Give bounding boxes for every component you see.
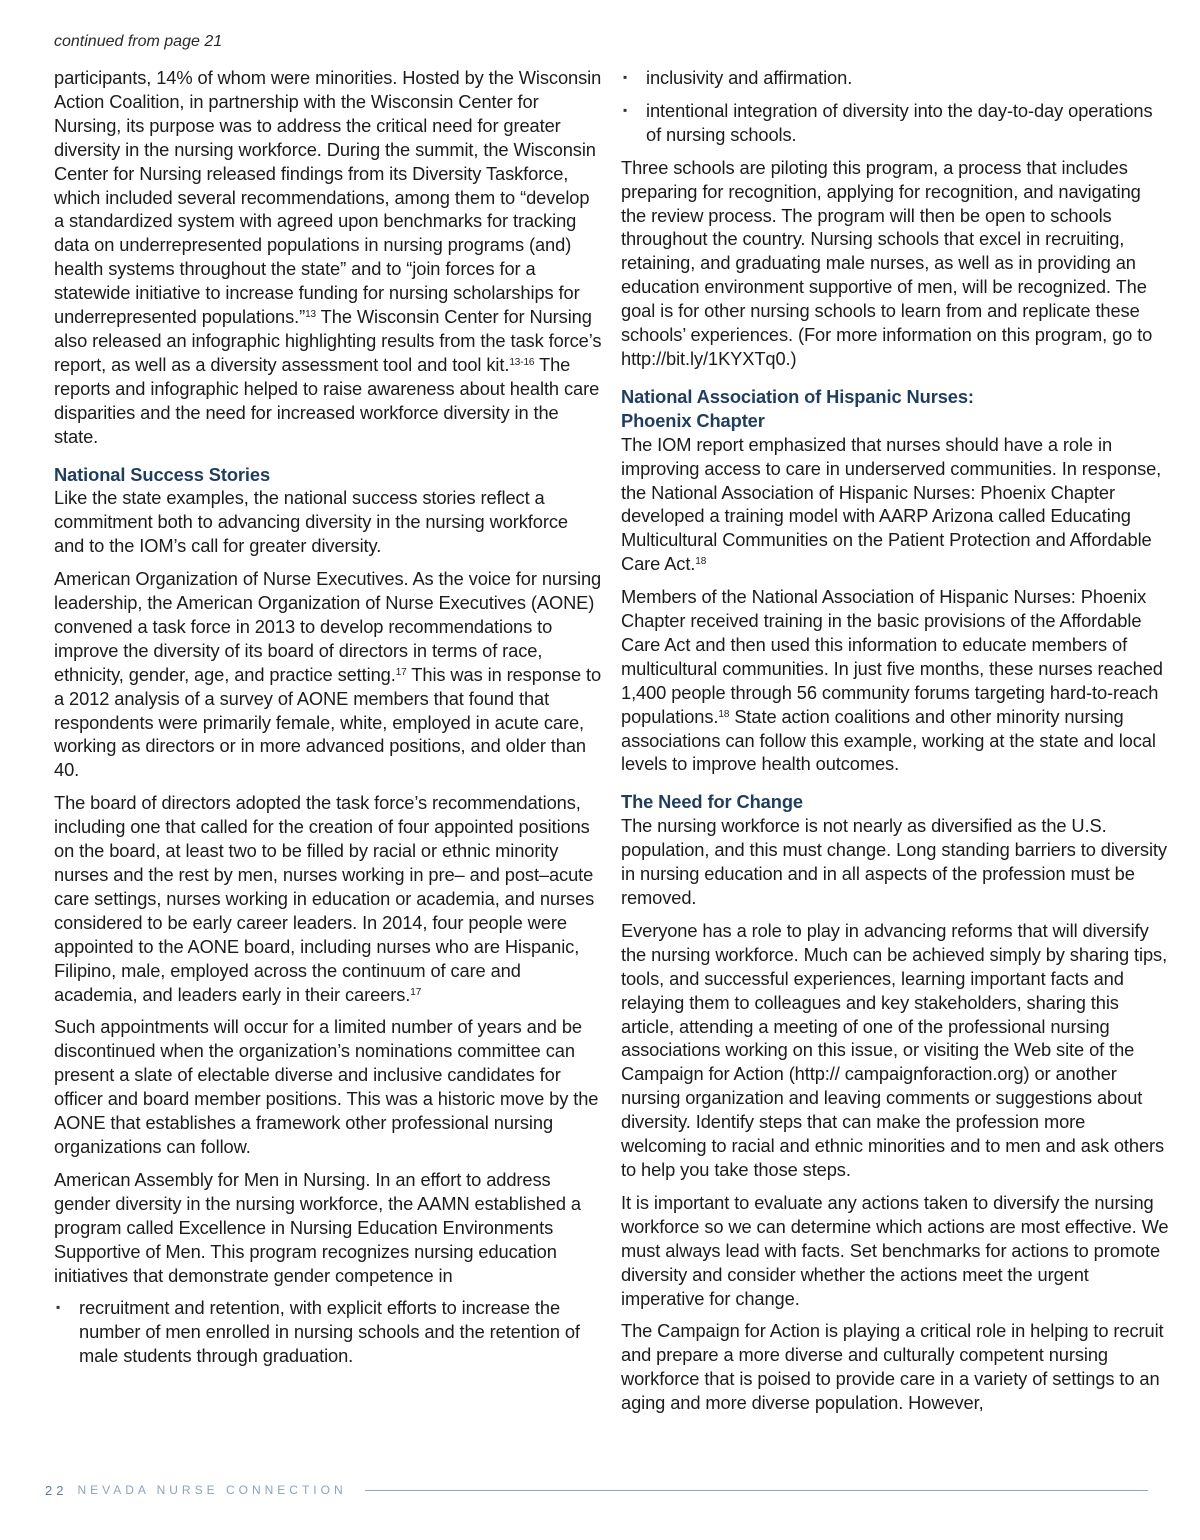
paragraph: The Campaign for Action is playing a critical role in helping to recruit and prepare a more diverse and culturally competent nursing workforce that is poised to provide care in a variety of settings to an aging and more diverse population. However,	[621, 1320, 1164, 1414]
paragraph: The board of directors adopted the task force’s recommendations, including one that called for the creation of four appointed positions on the board, at least two to be filled by racial or ethnic minority nurses and the rest by men, nurses working in pre– and post–acute care settings, nurses working in education or academia, and nurses considered to be early career leaders. In 2014, four people were appointed to the AONE board, including nurses who are Hispanic, Filipino, male, employed across the continuum of care and academia, and leaders early in their careers.$^{17}$	[54, 792, 595, 1005]
bullet-list	[621, 66, 1169, 147]
footer-rule	[365, 1490, 1148, 1491]
publication-name: NEVADA NURSE CONNECTION	[77, 1483, 347, 1497]
bullet-list	[54, 1296, 602, 1368]
paragraph: Like the state examples, the national success stories reflect a commitment both to advancing diversity in the nursing workforce and to the IOM’s call for greater diversity.	[54, 487, 568, 557]
square-bullet-icon: ▪	[623, 102, 628, 117]
list-item: ▪ recruitment and retention, with explicit efforts to increase the number of men enrolled in nursing schools and the retention of male students through graduation.	[56, 1297, 580, 1367]
left-column	[54, 66, 602, 1377]
continued-note: continued from page 21	[54, 33, 223, 50]
paragraph: Such appointments will occur for a limited number of years and be discontinued when the organization’s nominations committee can present a slate of electable diverse and inclusive candidates for officer and board member positions. This was a historic move by the AONE that establishes a framework other professional nursing organizations can follow.	[54, 1016, 599, 1157]
paragraph: American Assembly for Men in Nursing. In an effort to address gender diversity in the nursing workforce, the AAMN established a program called Excellence in Nursing Education Environments Supportive of Men. This program recognizes nursing education initiatives that demonstrate gender competence in	[54, 1168, 581, 1286]
section-heading-national-success-stories: National Success Stories	[54, 463, 271, 485]
list-item: ▪ inclusivity and affirmation.	[623, 67, 853, 88]
square-bullet-icon: ▪	[56, 1300, 61, 1315]
list-item: ▪ intentional integration of diversity into the day-to-day operations of nursing schools.	[623, 99, 1153, 145]
paragraph: Everyone has a role to play in advancing reforms that will diversify the nursing workforce. Much can be achieved simply by sharing tips, tools, and successful experiences, learning important facts and relaying them to colleagues and key stakeholders, sharing this article, attending a meeting of one of the professional nursing associations working on this issue, or visiting the Web site of the Campaign for Action (http:// campaignforaction.org) or another nursing organization and leaving comments or suggestions about diversity. Identify steps that can make the profession more welcoming to racial and ethnic minorities and to men and ask others to help you take those steps.	[621, 919, 1168, 1180]
paragraph: The nursing workforce is not nearly as diversified as the U.S. population, and this must change. Long standing barriers to diversity in nursing education and in all aspects of the profession must be removed.	[621, 815, 1167, 908]
paragraph: participants, 14% of whom were minorities. Hosted by the Wisconsin Action Coalition, in partnership with the Wisconsin Center for Nursing, its purpose was to address the critical need for greater diversity in the nursing workforce. During the summit, the Wisconsin Center for Nursing released findings from its Diversity Taskforce, which included several recommendations, among them to “develop a standardized system with agreed upon benchmarks for tracking data on underrepresented populations in nursing programs (and) health systems throughout the state” and to “join forces for a statewide initiative to increase funding for nursing scholarships for underrepresented populations.”$^{13}$ The Wisconsin Center for Nursing also released an infographic highlighting results from the task force’s report, as well as a diversity assessment tool and tool kit.$^{13-16}$ The reports and infographic helped to raise awareness about health care disparities and the need for increased workforce diversity in the state.	[54, 67, 602, 447]
section-heading-nahn-phoenix: National Association of Hispanic Nurses: Phoenix Chapter	[621, 385, 974, 431]
section-heading-need-for-change: The Need for Change	[621, 791, 803, 813]
paragraph: It is important to evaluate any actions taken to diversify the nursing workforce so we can determine which actions are most effective. We must always lead with facts. Set benchmarks for actions to promote diversity and consider whether the actions meet the urgent imperative for change.	[621, 1191, 1169, 1309]
page-number: 22	[45, 1482, 68, 1498]
paragraph: Members of the National Association of Hispanic Nurses: Phoenix Chapter received training in the basic provisions of the Affordable Care Act and then used this information to educate members of multicultural communities. In just five months, these nurses reached 1,400 people through 56 community forums targeting hard-to-reach populations.$^{18}$ State action coalitions and other minority nursing associations can follow this example, working at the state and local levels to improve health outcomes.	[621, 586, 1163, 775]
paragraph: Three schools are piloting this program, a process that includes preparing for recognition, applying for recognition, and navigating the review process. The program will then be open to schools throughout the country. Nursing schools that excel in recruiting, retaining, and graduating male nurses, as well as in providing an education environment supportive of men, will be recognized. The goal is for other nursing schools to learn from and replicate these schools’ experiences. (For more information on this program, go to http://bit.ly/1KYXTq0.)	[621, 156, 1153, 369]
paragraph: American Organization of Nurse Executives. As the voice for nursing leadership, the American Organization of Nurse Executives (AONE) convened a task force in 2013 to develop recommendations to improve the diversity of its board of directors in terms of race, ethnicity, gender, age, and practice setting.$^{17}$ This was in response to a 2012 analysis of a survey of AONE members that found that respondents were primarily female, white, employed in acute care, working as directors or in more advanced positions, and older than 40.	[54, 568, 602, 781]
page-footer	[45, 1480, 1148, 1500]
square-bullet-icon: ▪	[623, 70, 628, 84]
paragraph: The IOM report emphasized that nurses should have a role in improving access to care in underserved communities. In response, the National Association of Hispanic Nurses: Phoenix Chapter developed a training model with AARP Arizona called Educating Multicultural Communities on the Patient Protection and Affordable Care Act.$^{18}$	[621, 433, 1162, 575]
right-column	[621, 66, 1169, 1424]
